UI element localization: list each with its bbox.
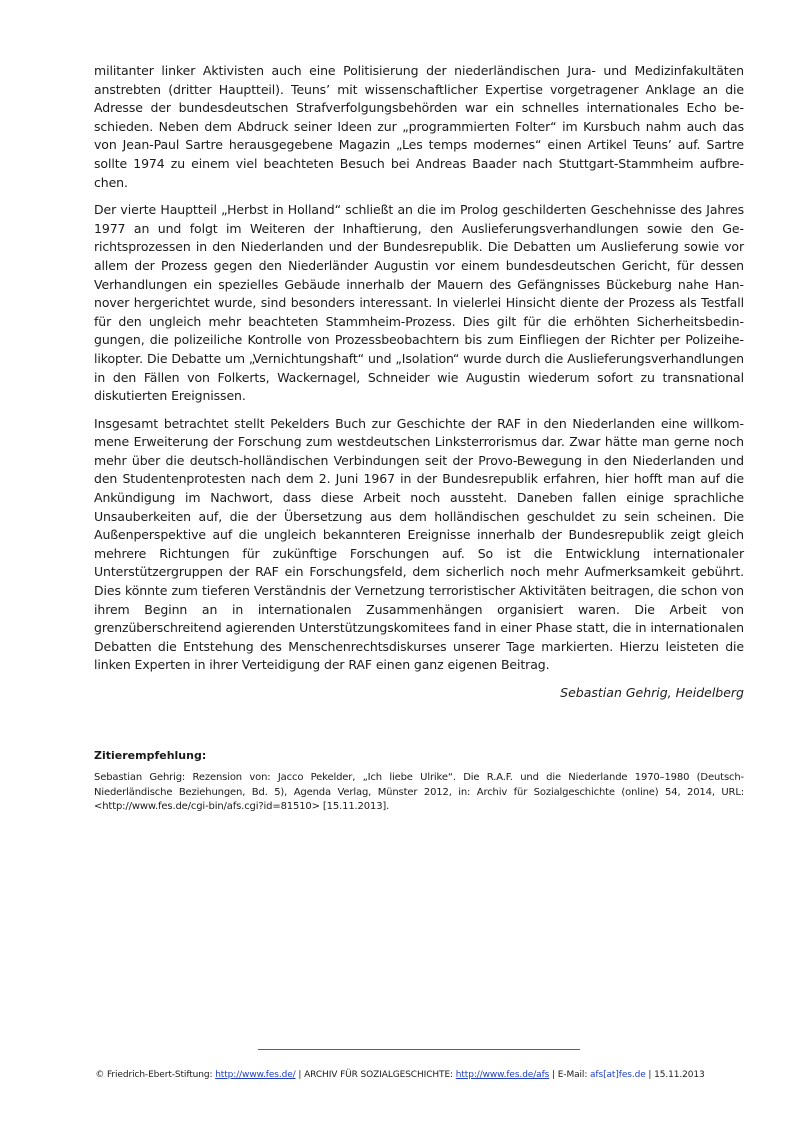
afs-link[interactable]: http://www.fes.de/afs xyxy=(455,1070,550,1080)
citation-heading: Zitierempfehlung: xyxy=(94,749,207,762)
paragraph-teuns: militanter linker Aktivisten auch eine Politisierung der niederländischen Jura- und Medizinfakultäten anstrebten (dritter Hauptteil). Teuns’ mit wissenschaftlicher Expertise vorgetragener Anklage an die Adresse der bundesdeutschen Strafverfolgungsbehörden war ein schnelles internationales Echo beschieden. Neben dem Abdruck seiner Ideen zur „programmierten Folter“ im Kursbuch nahm auch das von Jean-Paul Sartre herausgegebene Magazin „Les temps modernes“ einen Artikel Teuns’ auf. Sartre sollte 1974 zu einem viel beachteten Besuch bei Andreas Baader nach Stuttgart-Stammheim aufbrechen. xyxy=(94,63,744,190)
review-body xyxy=(94,62,744,702)
footer-archive-label: | ARCHIV FÜR SOZIALGESCHICHTE: xyxy=(295,1070,456,1080)
footer-date: | 15.11.2013 xyxy=(645,1070,705,1080)
citation-text: Sebastian Gehrig: Rezension von: Jacco Pekelder, „Ich liebe Ulrike“. Die R.A.F. und die Niederlande 1970–1980 (Deutsch-Niederländische Beziehungen, Bd. 5), Agenda Verlag, Münster 2012, in: Archiv für Sozialgeschichte (online) 54, 2014, URL: <http://www.fes.de/cgi-bin/afs.cgi?id=81510> [15.11.2013]. xyxy=(94,772,744,812)
footer-copyright: © Friedrich-Ebert-Stiftung: xyxy=(95,1070,216,1080)
paragraph-herbst-in-holland: Der vierte Hauptteil „Herbst in Holland“ schließt an die im Prolog geschilderten Geschehnisse des Jahres 1977 an und folgt im Weiteren der Inhaftierung, den Auslieferungsverhandlungen sowie den Gerichtsprozessen in den Niederlanden und der Bundesrepublik. Die Debatten um Auslieferung sowie vor allem der Prozess gegen den Niederländer Augustin vor einem bundesdeutschen Gericht, für dessen Verhandlungen ein spezielles Gebäude innerhalb der Mauern des Gefängnisses Bückeburg nahe Hannover hergerichtet wurde, sind besonders interessant. In vielerlei Hinsicht diente der Prozess als Testfall für den ungleich mehr beachteten Stammheim-Prozess. Dies gilt für die erhöhten Sicherheitsbedingungen, die polizeiliche Kontrolle von Prozessbeobachtern bis zum Einfliegen der Richter per Polizeihelikopter. Die Debatte um „Vernichtungshaft“ und „Isolation“ wurde durch die Auslieferungsverhandlungen in den Fällen von Folkerts, Wackernagel, Schneider wie Augustin wiederum sofort zu transnational diskutierten Ereignissen. xyxy=(94,202,744,404)
footer-divider xyxy=(258,1049,580,1050)
footer-email-label: | E-Mail: xyxy=(549,1070,591,1080)
paragraph-conclusion: Insgesamt betrachtet stellt Pekelders Buch zur Geschichte der RAF in den Niederlanden eine willkommene Erweiterung der Forschung zum westdeutschen Linksterrorismus dar. Zwar hätte man gerne noch mehr über die deutsch-holländischen Verbindungen seit der Provo-Bewegung in den Niederlanden und den Studentenprotesten nach dem 2. Juni 1967 in der Bundesrepublik erfahren, hier hofft man auf die Ankündigung im Nachwort, dass diese Arbeit noch aussteht. Daneben fallen einige sprachliche Unsauberkeiten auf, die der Übersetzung aus dem holländischen geschuldet zu sein scheinen. Die Außenperspektive auf die ungleich bekannteren Ereignisse innerhalb der Bundesrepublik zeigt gleich mehrere Richtungen für zukünftige Forschungen auf. So ist die Entwicklung internationaler Unterstützergruppen der RAF ein Forschungsfeld, dem sicherlich noch mehr Aufmerksamkeit gebührt. Dies könnte zum tieferen Verständnis der Vernetzung terroristischer Aktivitäten beitragen, die schon von ihrem Beginn an in internationalen Zusammenhängen organisiert waren. Die Arbeit von grenzüberschreitend agierenden Unterstützungskomitees fand in einer Phase statt, die in internationalen Debatten die Entstehung des Menschenrechtsdiskurses unserer Tage markierten. Hierzu leisteten die linken Experten in ihrer Verteidigung der RAF einen ganz eigenen Beitrag. xyxy=(94,415,744,673)
fes-link[interactable]: http://www.fes.de/ xyxy=(215,1070,296,1080)
email-address[interactable]: afs[at]fes.de xyxy=(590,1070,646,1080)
citation-block xyxy=(94,749,744,815)
page-footer xyxy=(0,1069,800,1081)
author-signature: Sebastian Gehrig, Heidelberg xyxy=(560,685,744,700)
